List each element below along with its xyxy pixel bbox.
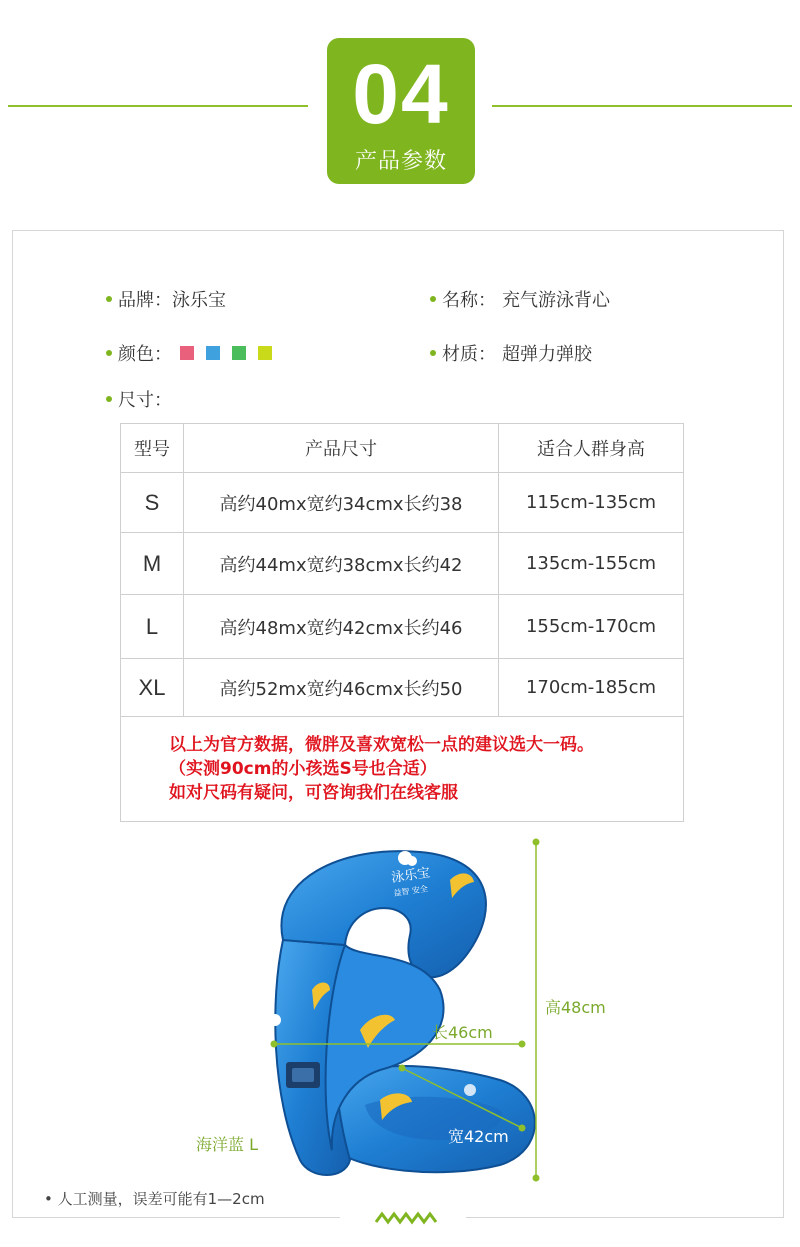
name-value: 充气游泳背心 [502, 290, 610, 311]
name-label: 名称： [442, 290, 496, 311]
note-line-3: 如对尺码有疑问，可咨询我们在线客服 [169, 783, 458, 803]
row-height: 170cm-185cm [499, 659, 684, 717]
row-height: 115cm-135cm [499, 473, 684, 533]
length-guide-dot [519, 1041, 526, 1048]
material-value: 超弹力弹胶 [502, 344, 592, 365]
row-dimensions: 高约40mx宽约34cmx长约38 [184, 473, 499, 533]
material-label: 材质： [442, 344, 496, 365]
vest-brand-print: 泳乐宝 [390, 865, 432, 886]
note-line-2: （实测90cm的小孩选S号也合适） [169, 759, 437, 779]
row-dimensions: 高约44mx宽约38cmx长约42 [184, 533, 499, 595]
col-header-model: 型号 [121, 424, 184, 473]
brand-label: 品牌： [118, 290, 172, 311]
width-guide-dot [399, 1065, 406, 1072]
row-size: L [121, 595, 184, 659]
row-height: 135cm-155cm [499, 533, 684, 595]
measurement-footnote: • 人工测量，误差可能有1—2cm [44, 1190, 265, 1208]
row-dimensions: 高约52mx宽约46cmx长约50 [184, 659, 499, 717]
color-label: 颜色： [118, 344, 172, 365]
vest-brand-print-sub: 益智 安全 [393, 884, 429, 898]
col-header-height: 适合人群身高 [499, 424, 684, 473]
row-size: M [121, 533, 184, 595]
section-title: 产品参数 [354, 149, 447, 174]
length-label: 长46cm [432, 1023, 493, 1042]
row-size: S [121, 473, 184, 533]
height-guide-dot [533, 839, 540, 846]
color-size-label: 海洋蓝 L [196, 1135, 259, 1154]
row-dimensions: 高约48mx宽约42cmx长约46 [184, 595, 499, 659]
row-size: XL [121, 659, 184, 717]
width-guide-dot [519, 1125, 526, 1132]
length-guide-dot [271, 1041, 278, 1048]
height-label: 高48cm [545, 998, 606, 1017]
note-line-1: 以上为官方数据，微胖及喜欢宽松一点的建议选大一码。 [169, 735, 594, 755]
col-header-dimensions: 产品尺寸 [184, 424, 499, 473]
height-guide-dot [533, 1175, 540, 1182]
brand-value: 泳乐宝 [172, 290, 226, 311]
size-label: 尺寸： [118, 390, 172, 411]
section-number: 04 [352, 47, 450, 141]
row-height: 155cm-170cm [499, 595, 684, 659]
width-label: 宽42cm [448, 1127, 509, 1146]
